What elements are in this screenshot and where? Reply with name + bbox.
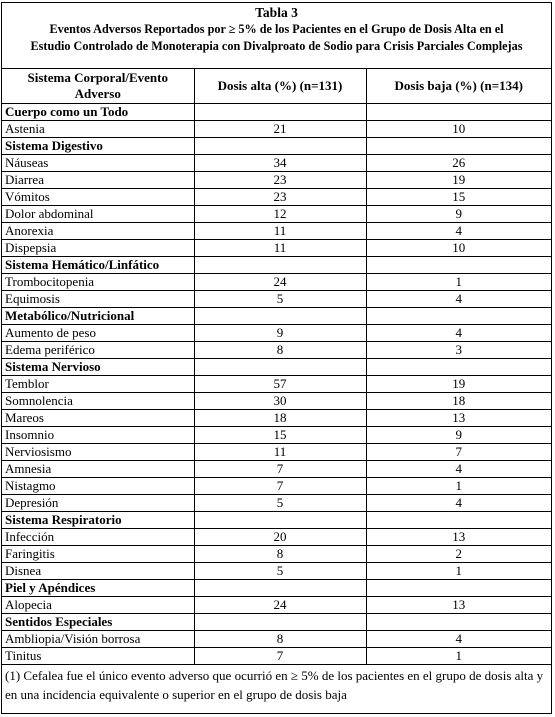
table-row — [2, 239, 551, 256]
low-dose-value: 9 — [366, 426, 551, 443]
event-label: Infección — [2, 528, 194, 545]
section-label: Sentidos Especiales — [2, 613, 194, 630]
event-label: Amnesia — [2, 460, 194, 477]
high-dose-value: 8 — [194, 545, 366, 562]
table-row — [2, 545, 551, 562]
low-dose-value: 10 — [366, 120, 551, 137]
low-dose-value: 4 — [366, 290, 551, 307]
high-dose-value: 24 — [194, 596, 366, 613]
low-dose-value: 26 — [366, 154, 551, 171]
high-dose-value — [194, 579, 366, 596]
high-dose-value: 8 — [194, 341, 366, 358]
table-body — [2, 103, 551, 664]
event-label: Dispepsia — [2, 239, 194, 256]
low-dose-value: 2 — [366, 545, 551, 562]
high-dose-value — [194, 358, 366, 375]
table-row — [2, 324, 551, 341]
section-row — [2, 256, 551, 273]
event-label: Equimosis — [2, 290, 194, 307]
high-dose-value — [194, 103, 366, 120]
table-row — [2, 290, 551, 307]
table-row — [2, 205, 551, 222]
header-system: Sistema Corporal/Evento Adverso — [2, 69, 194, 103]
low-dose-value: 4 — [366, 460, 551, 477]
table-row — [2, 171, 551, 188]
section-label: Sistema Hemático/Linfático — [2, 256, 194, 273]
event-label: Disnea — [2, 562, 194, 579]
header-high-dose: Dosis alta (%) (n=131) — [194, 69, 366, 103]
table-row — [2, 188, 551, 205]
table-row — [2, 222, 551, 239]
table-row — [2, 273, 551, 290]
section-label: Piel y Apéndices — [2, 579, 194, 596]
high-dose-value: 7 — [194, 477, 366, 494]
section-label: Sistema Digestivo — [2, 137, 194, 154]
low-dose-value: 4 — [366, 494, 551, 511]
high-dose-value: 24 — [194, 273, 366, 290]
high-dose-value: 8 — [194, 630, 366, 647]
table-subtitle-line-1: Eventos Adversos Reportados por ≥ 5% de los Pacientes en el Grupo de Dosis Alta en el — [49, 22, 504, 36]
table-row — [2, 392, 551, 409]
section-label: Sistema Respiratorio — [2, 511, 194, 528]
event-label: Faringitis — [2, 545, 194, 562]
low-dose-value — [366, 511, 551, 528]
section-label: Cuerpo como un Todo — [2, 103, 194, 120]
table-row — [2, 528, 551, 545]
high-dose-value: 23 — [194, 171, 366, 188]
event-label: Alopecia — [2, 596, 194, 613]
event-label: Anorexia — [2, 222, 194, 239]
event-label: Nerviosismo — [2, 443, 194, 460]
event-label: Aumento de peso — [2, 324, 194, 341]
section-row — [2, 613, 551, 630]
section-label: Metabólico/Nutricional — [2, 307, 194, 324]
table-row — [2, 477, 551, 494]
low-dose-value: 9 — [366, 205, 551, 222]
event-label: Dolor abdominal — [2, 205, 194, 222]
table-row — [2, 120, 551, 137]
section-row — [2, 358, 551, 375]
low-dose-value: 7 — [366, 443, 551, 460]
section-label: Sistema Nervioso — [2, 358, 194, 375]
high-dose-value — [194, 137, 366, 154]
table-row — [2, 443, 551, 460]
low-dose-value — [366, 307, 551, 324]
high-dose-value: 34 — [194, 154, 366, 171]
event-label: Tinitus — [2, 647, 194, 664]
high-dose-value: 5 — [194, 562, 366, 579]
low-dose-value — [366, 579, 551, 596]
event-label: Nistagmo — [2, 477, 194, 494]
high-dose-value: 7 — [194, 460, 366, 477]
low-dose-value: 15 — [366, 188, 551, 205]
low-dose-value: 4 — [366, 630, 551, 647]
event-label: Mareos — [2, 409, 194, 426]
low-dose-value: 3 — [366, 341, 551, 358]
high-dose-value: 30 — [194, 392, 366, 409]
footnote: (1) Cefalea fue el único evento adverso que ocurrió en ≥ 5% de los pacientes en el grupo de dosis alta y en una incidencia equivalente o superior en el grupo de dosis baja — [2, 664, 551, 707]
event-label: Náuseas — [2, 154, 194, 171]
event-label: Trombocitopenia — [2, 273, 194, 290]
high-dose-value: 11 — [194, 239, 366, 256]
adverse-events-table — [2, 69, 551, 707]
high-dose-value — [194, 256, 366, 273]
table-title: Tabla 3 — [255, 5, 298, 20]
table-row — [2, 375, 551, 392]
event-label: Vómitos — [2, 188, 194, 205]
table-row — [2, 630, 551, 647]
low-dose-value: 19 — [366, 171, 551, 188]
low-dose-value — [366, 256, 551, 273]
low-dose-value: 19 — [366, 375, 551, 392]
low-dose-value: 1 — [366, 477, 551, 494]
event-label: Insomnio — [2, 426, 194, 443]
header-low-dose: Dosis baja (%) (n=134) — [366, 69, 551, 103]
event-label: Temblor — [2, 375, 194, 392]
low-dose-value — [366, 613, 551, 630]
low-dose-value: 1 — [366, 273, 551, 290]
section-row — [2, 103, 551, 120]
section-row — [2, 307, 551, 324]
high-dose-value: 11 — [194, 443, 366, 460]
table-caption — [2, 3, 551, 69]
header-row — [2, 69, 551, 103]
section-row — [2, 511, 551, 528]
table-subtitle-line-2: Estudio Controlado de Monoterapia con Divalproato de Sodio para Crisis Parciales Complejas — [30, 39, 523, 53]
high-dose-value: 57 — [194, 375, 366, 392]
event-label: Astenia — [2, 120, 194, 137]
table-row — [2, 596, 551, 613]
low-dose-value: 4 — [366, 222, 551, 239]
low-dose-value — [366, 137, 551, 154]
event-label: Somnolencia — [2, 392, 194, 409]
event-label: Edema periférico — [2, 341, 194, 358]
low-dose-value: 1 — [366, 562, 551, 579]
high-dose-value: 20 — [194, 528, 366, 545]
table-row — [2, 460, 551, 477]
footnote-row — [2, 664, 551, 707]
high-dose-value: 5 — [194, 290, 366, 307]
high-dose-value: 12 — [194, 205, 366, 222]
low-dose-value: 18 — [366, 392, 551, 409]
high-dose-value: 21 — [194, 120, 366, 137]
low-dose-value: 10 — [366, 239, 551, 256]
high-dose-value: 15 — [194, 426, 366, 443]
high-dose-value — [194, 307, 366, 324]
table-row — [2, 409, 551, 426]
high-dose-value — [194, 613, 366, 630]
high-dose-value: 5 — [194, 494, 366, 511]
table-row — [2, 494, 551, 511]
low-dose-value — [366, 103, 551, 120]
table-row — [2, 426, 551, 443]
high-dose-value: 7 — [194, 647, 366, 664]
low-dose-value: 13 — [366, 409, 551, 426]
table-row — [2, 647, 551, 664]
low-dose-value: 13 — [366, 596, 551, 613]
high-dose-value: 11 — [194, 222, 366, 239]
low-dose-value — [366, 358, 551, 375]
table-row — [2, 154, 551, 171]
event-label: Depresión — [2, 494, 194, 511]
event-label: Diarrea — [2, 171, 194, 188]
table-row — [2, 562, 551, 579]
section-row — [2, 579, 551, 596]
high-dose-value: 9 — [194, 324, 366, 341]
high-dose-value: 18 — [194, 409, 366, 426]
low-dose-value: 1 — [366, 647, 551, 664]
table-row — [2, 341, 551, 358]
section-row — [2, 137, 551, 154]
high-dose-value — [194, 511, 366, 528]
adverse-events-table-document — [1, 2, 552, 714]
event-label: Ambliopia/Visión borrosa — [2, 630, 194, 647]
high-dose-value: 23 — [194, 188, 366, 205]
low-dose-value: 13 — [366, 528, 551, 545]
low-dose-value: 4 — [366, 324, 551, 341]
